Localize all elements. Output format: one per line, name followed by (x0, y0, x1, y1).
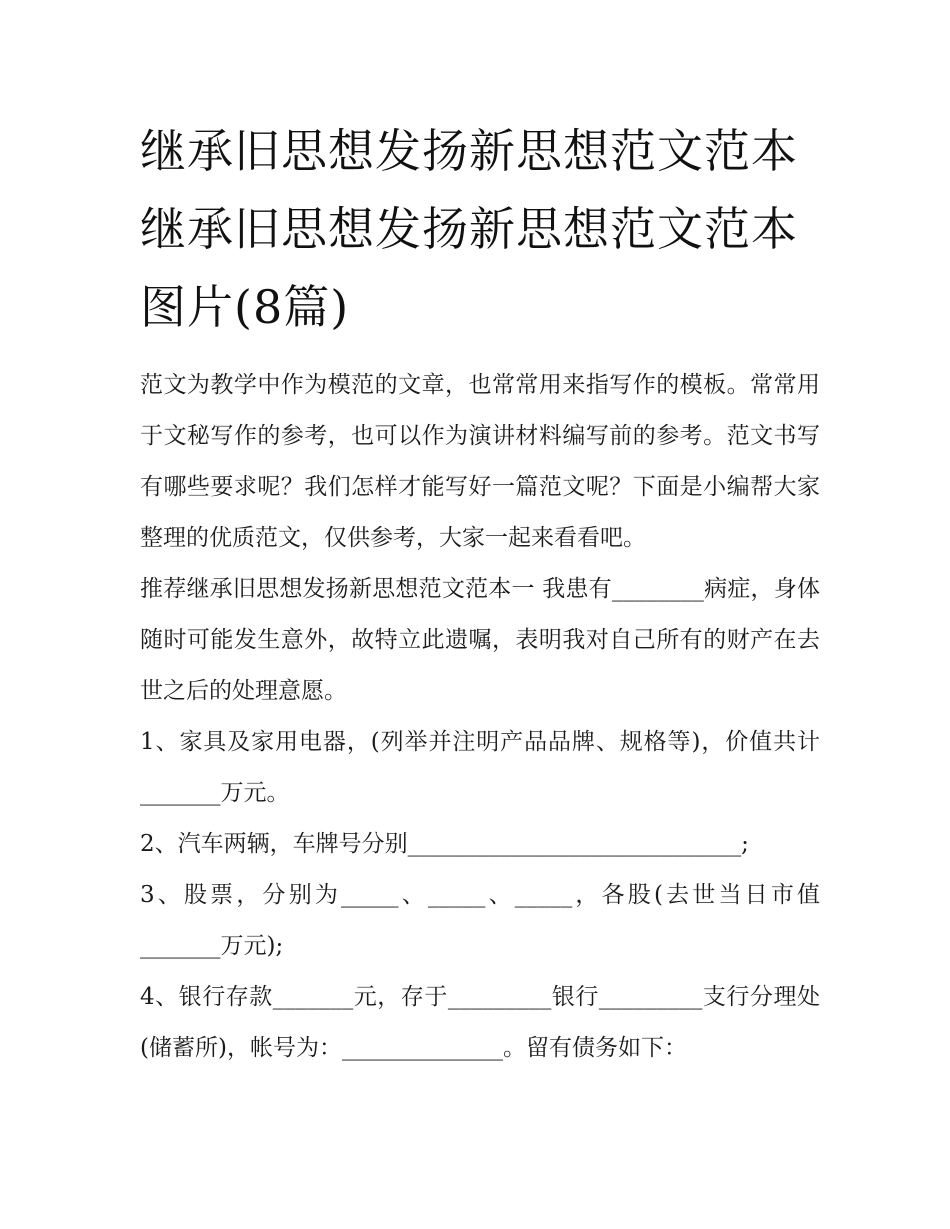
item-cars: 2、汽车两辆，车牌号分别_____________________________; (140, 831, 749, 857)
item-stocks: 3、股票，分别为_____、_____、_____，各股(去世当日市值_______万元); (140, 882, 820, 959)
intro-paragraph: 范文为教学中作为模范的文章，也常常用来指写作的模板。常常用于文秘写作的参考，也可以作为演讲材料编写前的参考。范文书写有哪些要求呢？我们怎样才能写好一篇范文呢？下面是小编帮大家整理的优质范文，仅供参考，大家一起来看看吧。 (140, 372, 820, 551)
item-bank-deposit: 4、银行存款_______元，存于_________银行_________支行分理处(储蓄所)，帐号为：______________。留有债务如下： (140, 984, 820, 1061)
item-furniture-appliances: 1、家具及家用电器，(列举并注明产品品牌、规格等)，价值共计_______万元。 (140, 729, 820, 806)
document-title: 继承旧思想发扬新思想范文范本 继承旧思想发扬新思想范文范本图片(8篇) (140, 124, 798, 334)
document-body (140, 360, 820, 1074)
document-page (140, 112, 820, 1074)
will-preamble-paragraph: 推荐继承旧思想发扬新思想范文范本一 我患有________病症，身体随时可能发生意外，故特立此遗嘱，表明我对自己所有的财产在去世之后的处理意愿。 (140, 576, 820, 704)
